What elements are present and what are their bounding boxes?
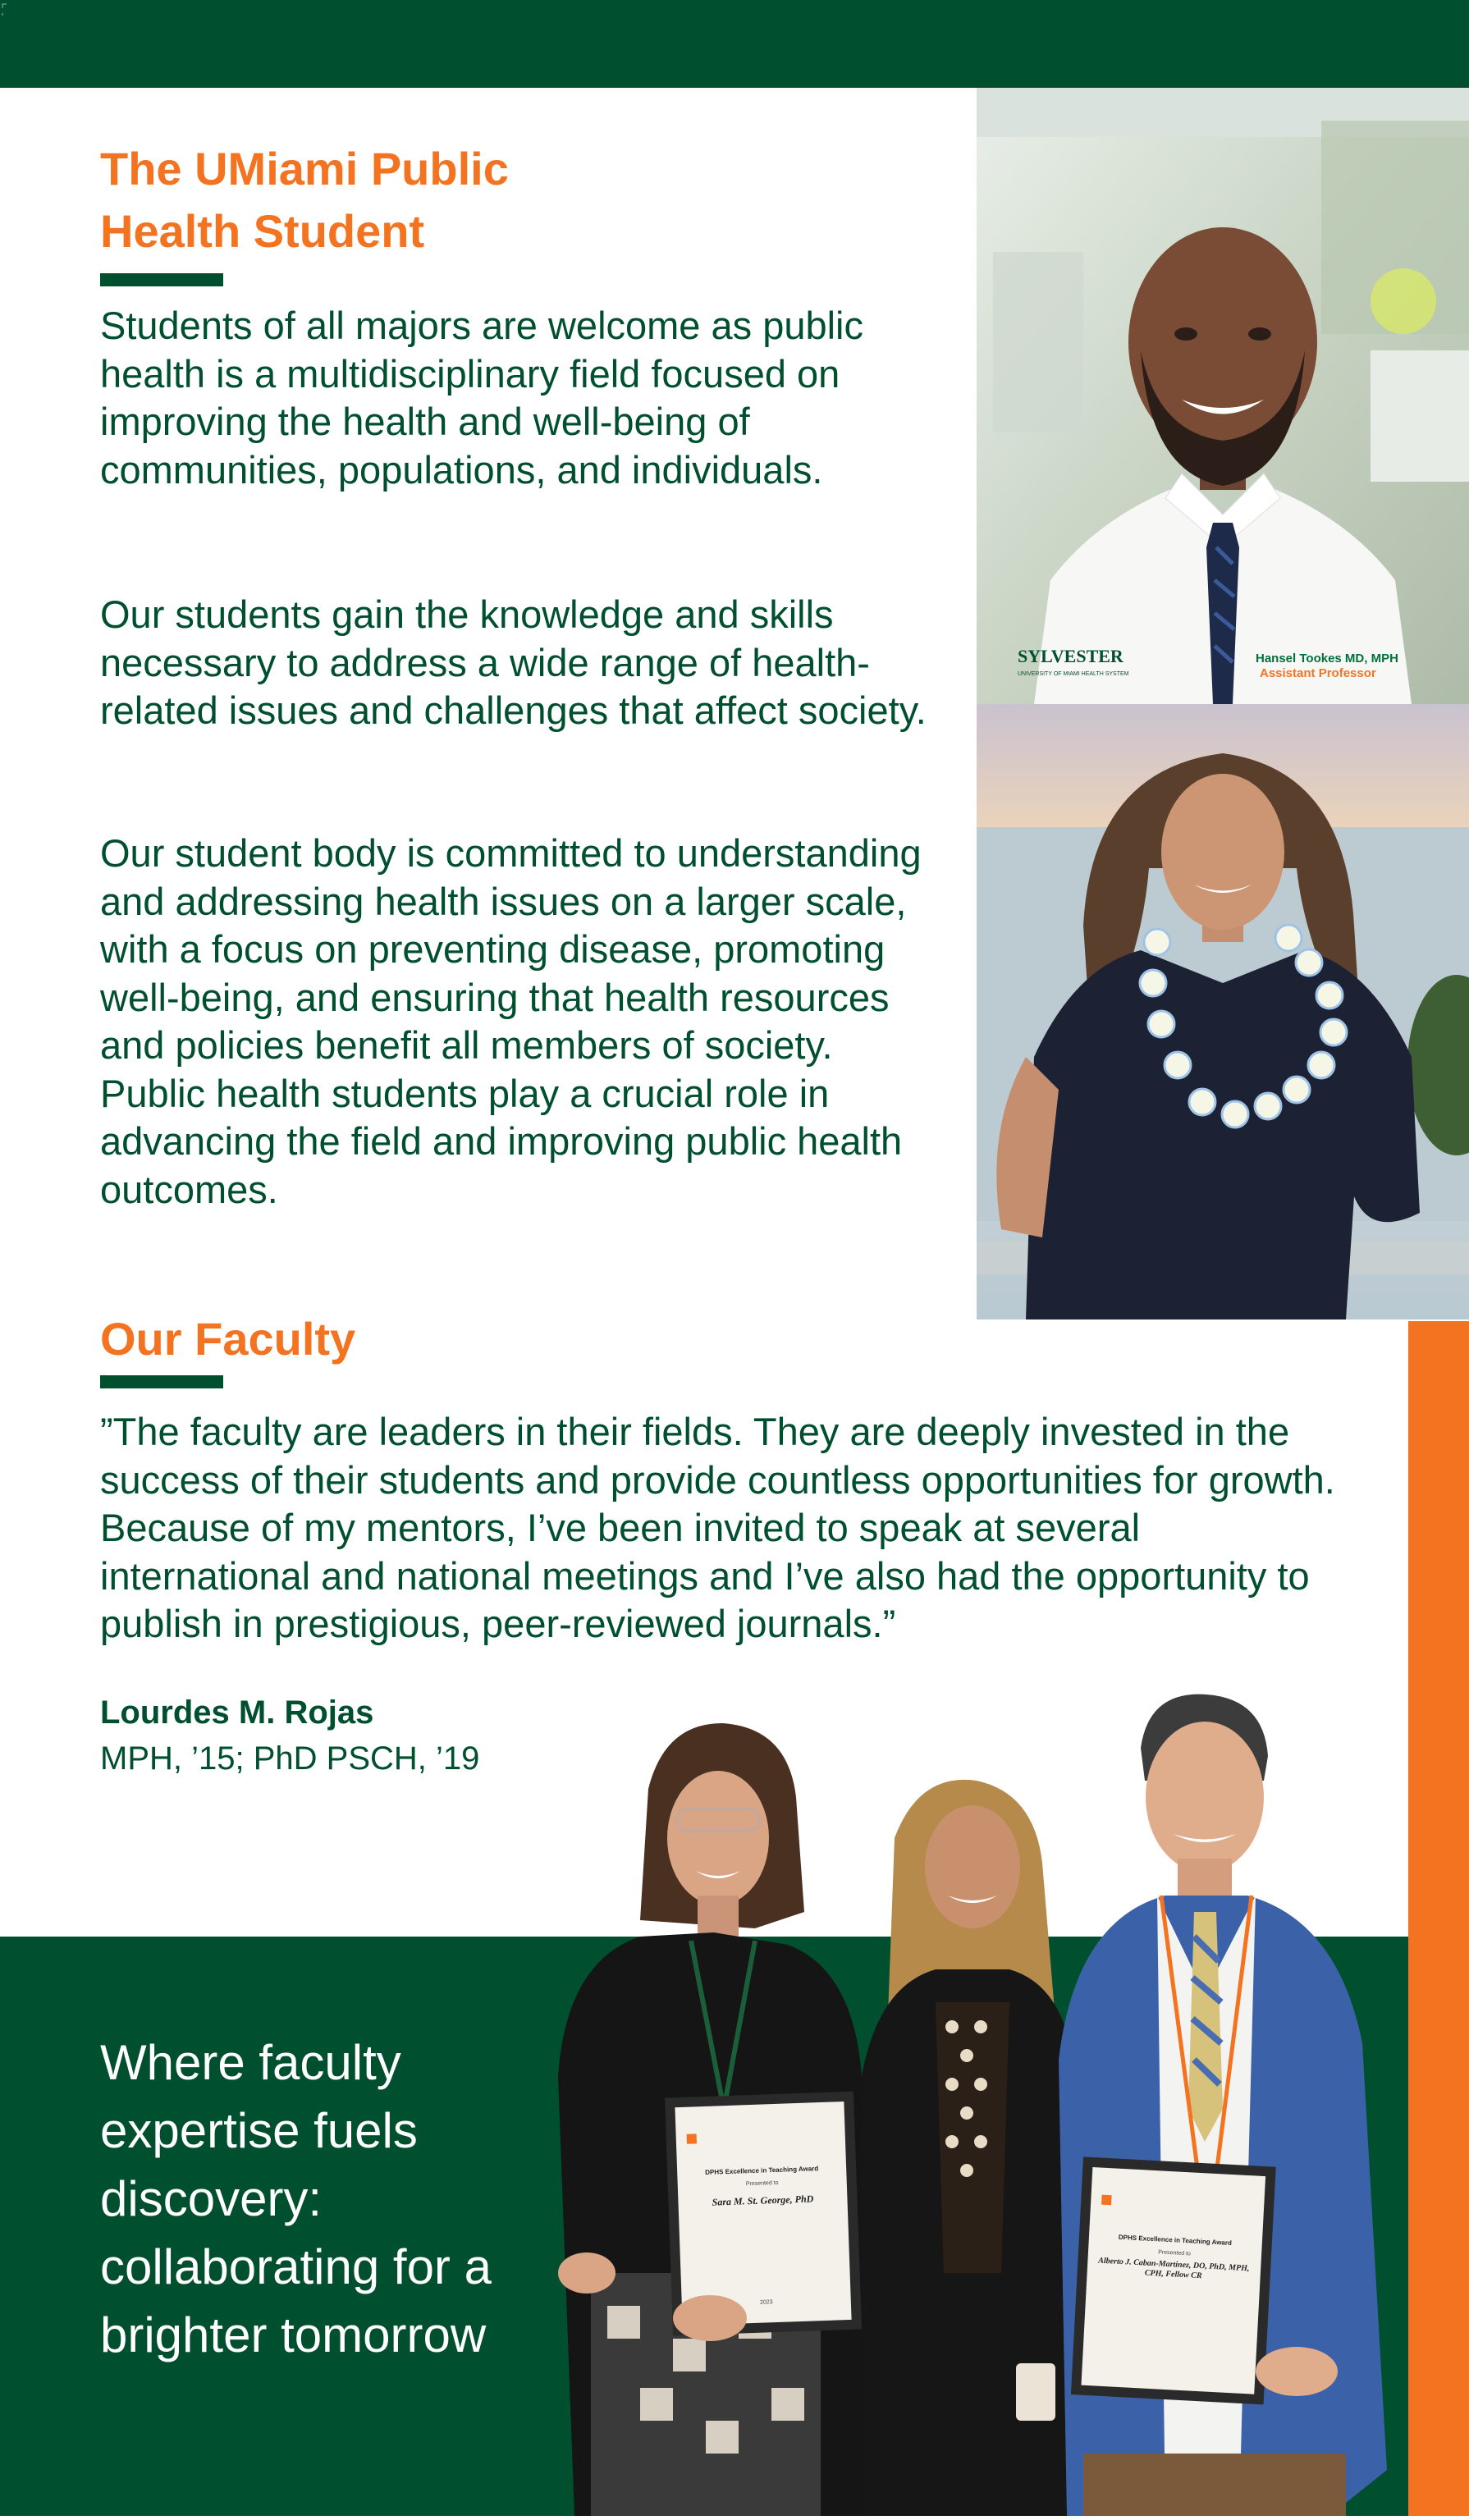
plaque-right-presented: Presented to: [1158, 2249, 1192, 2257]
crop-mark-icon: [2, 3, 20, 21]
plaque-left-year: 2023: [759, 2299, 773, 2306]
intro-paragraph-2: Our students gain the knowledge and skills necessary to address a wide range of health-related issues and challenges that affect society.: [100, 592, 927, 732]
plaque-right-recipient: Alberto J. Caban-Martinez, DO, PhD, MPH, CPH, Fellow CR: [1097, 2256, 1250, 2281]
plaque-left-award-name: DPHS Excellence in Teaching Award: [705, 2165, 819, 2176]
student-portrait-photo: [977, 704, 1469, 1319]
faculty-award-group-photo: [509, 1649, 1408, 2516]
quote-author-name: Lourdes M. Rojas: [100, 1694, 374, 1731]
plaque-left-presented: Presented to: [745, 2179, 779, 2188]
section-heading-faculty: Our Faculty: [100, 1313, 356, 1365]
quote-author-degrees: MPH, ’15; PhD PSCH, ’19: [100, 1740, 480, 1777]
top-green-band: [0, 0, 1469, 88]
plaque-left-recipient: Sara M. St. George, PhD: [712, 2193, 814, 2208]
coat-name-text: Hansel Tookes MD, MPH: [1256, 652, 1398, 665]
coat-title-text: Assistant Professor: [1260, 666, 1376, 680]
section-heading-student: The UMiami Public Health Student: [100, 143, 509, 257]
coat-logo-text: SYLVESTER: [1018, 646, 1123, 666]
orange-accent-bar: [1408, 1321, 1469, 2516]
faculty-quote: ”The faculty are leaders in their fields. They are deeply invested in the success of their students and provide countless opportunities for growth. Because of my mentors, I’ve been invited to speak at several international and national meetings and I’ve also had the opportunity to publish in prestigious, peer-reviewed journals.”: [100, 1410, 1335, 1645]
intro-paragraph-3: Our student body is committed to understanding and addressing health issues on a larger scale, with a focus on preventing disease, promoting well-being, and ensuring that health resources and policies benefit all members of society. Public health students play a crucial role in advancing the field and improving public health outcomes.: [100, 831, 922, 1211]
coat-sublabel-text: UNIVERSITY OF MIAMI HEALTH SYSTEM: [1018, 671, 1129, 677]
heading-underline: [100, 273, 223, 286]
intro-paragraph-1: Students of all majors are welcome as public health is a multidisciplinary field focused on improving the health and well-being of communities, populations, and individuals.: [100, 304, 863, 492]
heading-underline: [100, 1375, 223, 1388]
tagline: Where faculty expertise fuels discovery: collaborating for a brighter tomorrow: [100, 2035, 492, 2362]
faculty-portrait-photo: [977, 88, 1469, 704]
plaque-right-award-name: DPHS Excellence in Teaching Award: [1118, 2233, 1233, 2248]
